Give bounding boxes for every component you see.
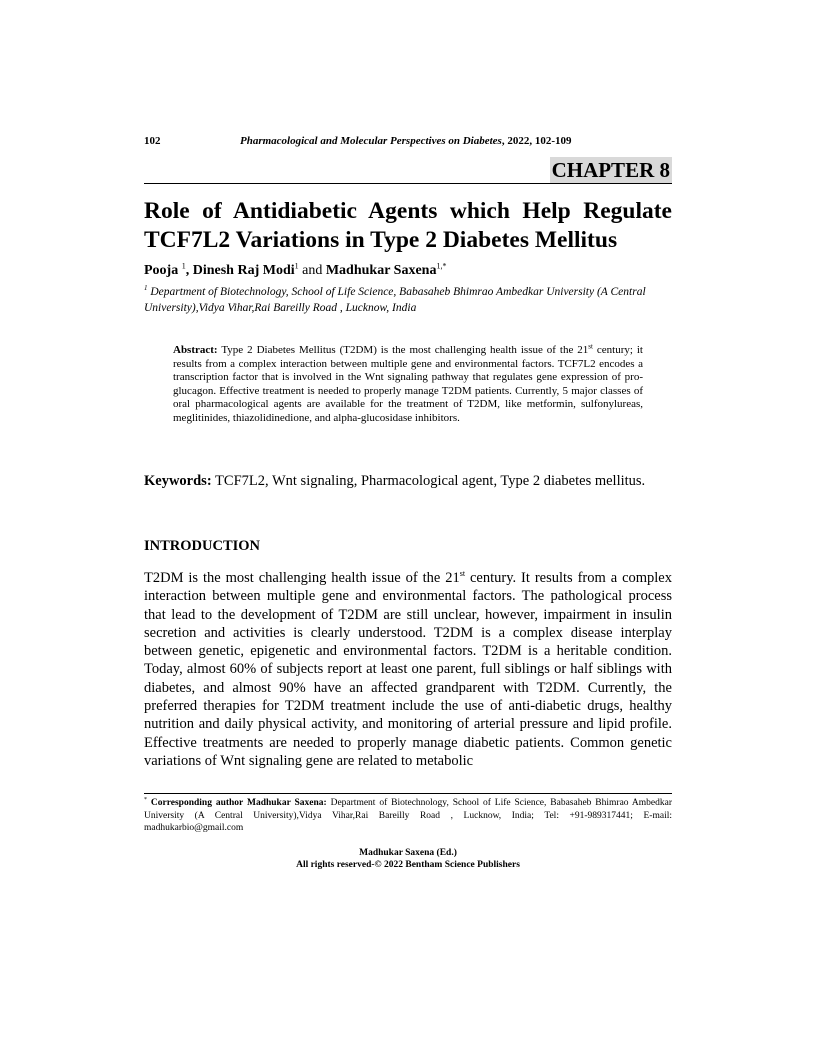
footnote-mark: * [144, 796, 147, 803]
affiliation-mark: 1 [144, 284, 148, 293]
editor-line: Madhukar Saxena (Ed.) [359, 848, 457, 858]
keywords [144, 472, 672, 491]
affiliation-text: Department of Biotechnology, School of Life Science, Babasaheb Bhimrao Ambedkar University (A Central University),Vidya Vihar,Rai Bareilly Road , Lucknow, India [144, 286, 646, 314]
author-affiliation-mark: 1 [181, 261, 186, 271]
footnote-rule [144, 793, 672, 794]
abstract-superscript: st [588, 342, 593, 351]
abstract-text: century; it results from a complex interaction between multiple gene and environmental factors. TCF7L2 encodes a transcription factor that is involved in the Wnt signaling pathway that regulates gene expression of pro-glucagon. Effective treatment is needed to properly manage T2DM patients. Currently, 5 major classes of oral pharmacological agents are available for the treatment of T2DM, like metformin, sulfonylureas, meglitinides, thiazolidinedione, and alpha-glucosidase inhibitors. [173, 344, 643, 424]
journal-title: Pharmacological and Molecular Perspectives on Diabetes [240, 135, 502, 147]
author-name: Madhukar Saxena [325, 263, 437, 278]
author-separator: , [185, 263, 193, 278]
running-head [240, 135, 572, 147]
keywords-text: TCF7L2, Wnt signaling, Pharmacological agent, Type 2 diabetes mellitus. [211, 473, 646, 489]
paragraph-text: T2DM is the most challenging health issue of the 21 [144, 570, 460, 586]
footnote-label: Corresponding author Madhukar Saxena: [147, 798, 327, 808]
corresponding-author-footnote [144, 797, 672, 835]
paragraph-text: century. It results from a complex interaction between multiple gene and environmental factors. The pathological process that lead to the development of T2DM are still unclear, however, impairment in insulin secretion and activities is clearly understood. T2DM is a complex disease interplay between genetic, epigenetic and environmental factors. T2DM is a heritable condition. Today, almost 60% of subjects report at least one parent, full siblings or half siblings with diabetes, and almost 90% have an affected grandparent with T2DM. Currently, the preferred therapies for T2DM treatment include the use of anti-diabetic drugs, healthy nutrition and daily physical activity, and monitoring of arterial pressure and lipid profile. Effective treatments are needed to properly manage diabetic patients. Common genetic variations of Wnt signaling gene are related to metabolic [144, 570, 672, 769]
keywords-label: Keywords: [144, 473, 212, 489]
page-number: 102 [144, 135, 161, 147]
footnote-text: Department of Biotechnology, School of Life Science, Babasaheb Bhimrao Ambedkar University (A Central University),Vidya Vihar,Rai Bareilly Road , Lucknow, India; Tel: +91-989317441; E-mail: madhukarbio@gmail.com [144, 798, 672, 833]
paragraph-superscript: st [459, 569, 466, 579]
abstract [173, 344, 643, 425]
author-separator: and [298, 263, 326, 278]
introduction-paragraph [144, 569, 672, 770]
chapter-label: CHAPTER 8 [551, 158, 670, 182]
chapter-title: Role of Antidiabetic Agents which Help Regulate TCF7L2 Variations in Type 2 Diabetes Mellitus [144, 198, 672, 253]
affiliation [144, 285, 672, 316]
section-heading: INTRODUCTION [144, 538, 261, 554]
author-list [144, 262, 672, 280]
author-affiliation-mark: 1 [294, 261, 299, 271]
abstract-label: Abstract: [173, 344, 218, 356]
author-name: Pooja [144, 263, 179, 278]
abstract-text: Type 2 Diabetes Mellitus (T2DM) is the most challenging health issue of the 21 [217, 344, 589, 356]
publisher-block [144, 847, 672, 871]
chapter-rule [144, 183, 672, 184]
journal-volume-pages: , 2022, 102-109 [501, 135, 572, 147]
author-name: Dinesh Raj Modi [192, 263, 295, 278]
rights-line: All rights reserved-© 2022 Bentham Science Publishers [296, 860, 520, 870]
author-affiliation-mark: 1,* [436, 261, 447, 271]
